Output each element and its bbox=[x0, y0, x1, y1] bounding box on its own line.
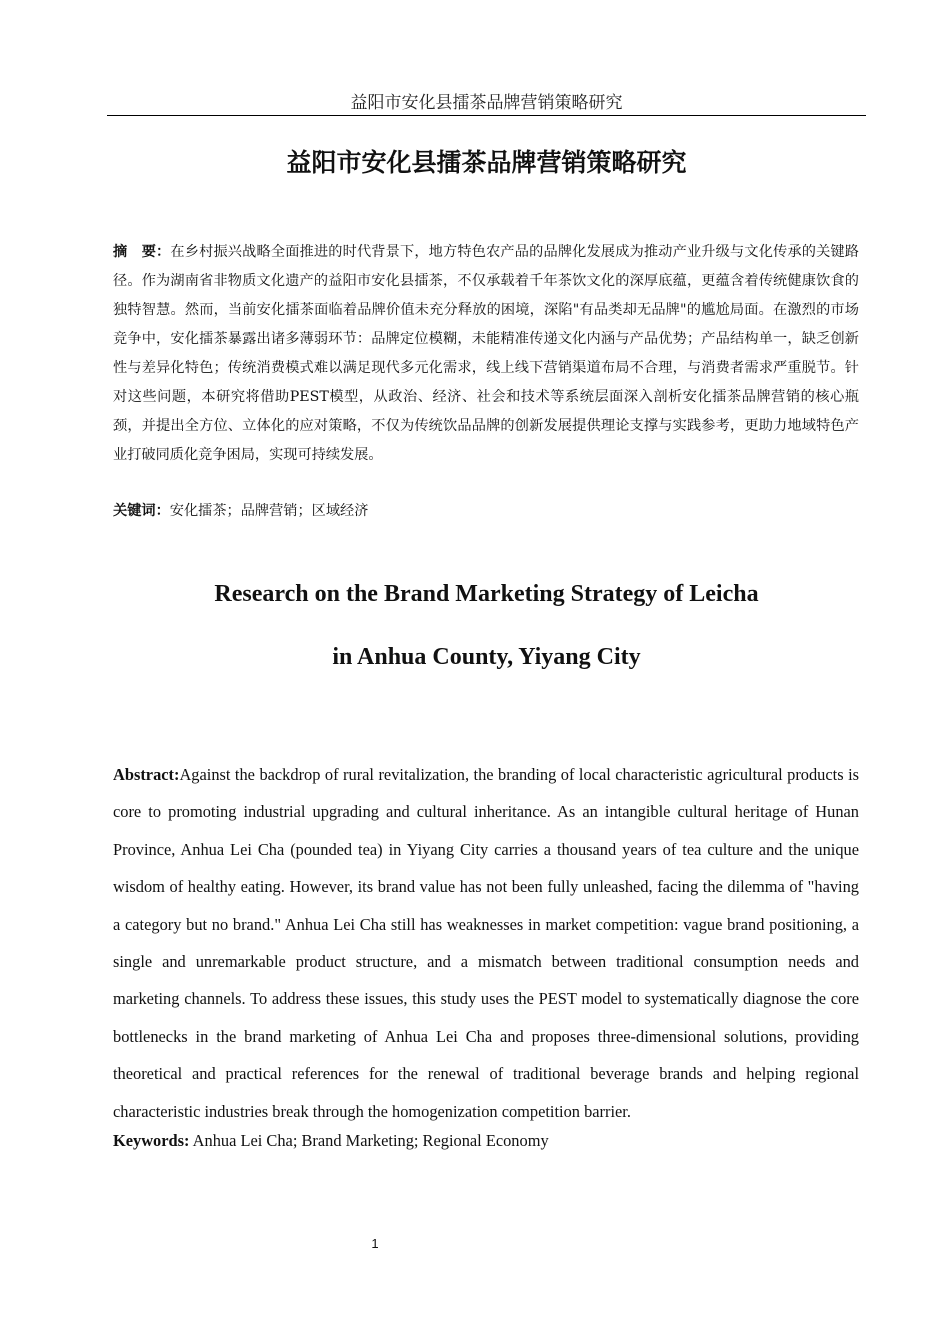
chinese-keywords-label: 关键词： bbox=[113, 503, 170, 519]
chinese-abstract-text: 在乡村振兴战略全面推进的时代背景下，地方特色农产品的品牌化发展成为推动产业升级与文化传承的关键路径。作为湖南省非物质文化遗产的益阳市安化县擂茶，不仅承载着千年茶饮文化的深厚底蕴，更蕴含着传统健康饮食的独特智慧。然而，当前安化擂茶面临着品牌价值未充分释放的困境，深陷"有品类却无品牌"的尴尬局面。在激烈的市场竞争中，安化擂茶暴露出诸多薄弱环节：品牌定位模糊，未能精准传递文化内涵与产品优势；产品结构单一，缺乏创新性与差异化特色；传统消费模式难以满足现代多元化需求，线上线下营销渠道布局不合理，与消费者需求严重脱节。针对这些问题，本研究将借助PEST模型，从政治、经济、社会和技术等系统层面深入剖析安化擂茶品牌营销的核心瓶颈，并提出全方位、立体化的应对策略，不仅为传统饮品品牌的创新发展提供理论支撑与实践参考，更助力地域特色产业打破同质化竞争困局，实现可持续发展。 bbox=[113, 244, 859, 463]
chinese-keywords bbox=[113, 498, 859, 524]
english-title-line-1: Research on the Brand Marketing Strategy of Leicha bbox=[214, 581, 759, 607]
english-abstract-text: Against the backdrop of rural revitalization, the branding of local characteristic agricultural products is core to promoting industrial upgrading and cultural inheritance. As an intangible cultural heritage of Hunan Province, Anhua Lei Cha (pounded tea) in Yiyang City carries a thousand years of tea culture and the unique wisdom of healthy eating. However, its brand value has not been fully unleashed, facing the dilemma of "having a category but no brand." Anhua Lei Cha still has weaknesses in market competition: vague brand positioning, a single and unremarkable product structure, and a mismatch between traditional consumption needs and marketing channels. To address these issues, this study uses the PEST model to systematically diagnose the core bottlenecks in the brand marketing of Anhua Lei Cha and proposes three-dimensional solutions, providing theoretical and practical references for the renewal of traditional beverage brands and helping regional characteristic industries break through the homogenization competition barrier. bbox=[113, 765, 859, 1121]
header-rule bbox=[107, 115, 866, 116]
english-abstract-label: Abstract: bbox=[113, 765, 180, 784]
english-keywords-label: Keywords: bbox=[113, 1131, 190, 1150]
running-header: 益阳市安化县擂茶品牌营销策略研究 bbox=[350, 93, 623, 113]
english-abstract bbox=[113, 756, 859, 1130]
english-keywords bbox=[113, 1128, 859, 1154]
chinese-title: 益阳市安化县擂茶品牌营销策略研究 bbox=[286, 148, 687, 177]
chinese-keywords-text: 安化擂茶；品牌营销；区域经济 bbox=[169, 503, 369, 519]
english-title-line-2: in Anhua County, Yiyang City bbox=[332, 644, 641, 670]
chinese-abstract bbox=[113, 238, 859, 470]
chinese-abstract-label: 摘 要： bbox=[113, 244, 171, 260]
english-keywords-text: Anhua Lei Cha; Brand Marketing; Regional Economy bbox=[189, 1131, 549, 1150]
page-number: 1 bbox=[371, 1236, 379, 1251]
